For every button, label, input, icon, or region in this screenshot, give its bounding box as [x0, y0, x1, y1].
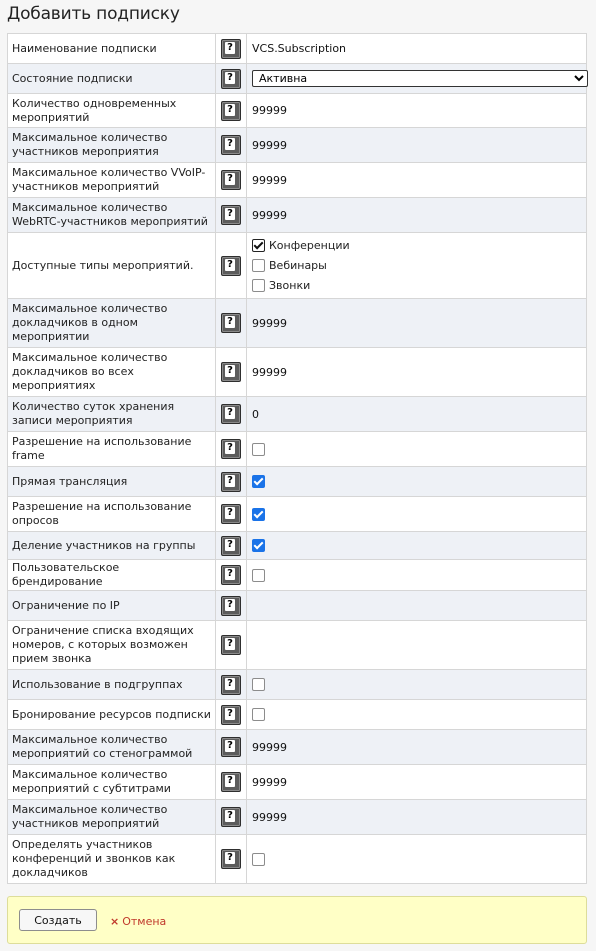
row-max-speakers-all: [8, 348, 587, 397]
row-label: Максимальное количество участников мероприятий: [8, 800, 216, 835]
help-icon[interactable]: ?: [221, 313, 241, 333]
row-label: Максимальное количество докладчиков в одном мероприятии: [8, 299, 216, 348]
close-icon: ×: [110, 915, 120, 928]
row-label: Максимальное количество мероприятий со стенограммой: [8, 730, 216, 765]
row-label: Ограничение списка входящих номеров, с которых возможен прием звонка: [8, 621, 216, 670]
row-label: Доступные типы мероприятий.: [8, 233, 216, 299]
help-icon[interactable]: ?: [221, 565, 241, 585]
row-status: [8, 64, 587, 94]
help-icon[interactable]: ?: [221, 849, 241, 869]
row-subgroups: [8, 670, 587, 700]
row-max-speakers-one: [8, 299, 587, 348]
help-icon[interactable]: ?: [221, 170, 241, 190]
status-select[interactable]: [252, 70, 588, 87]
help-icon[interactable]: ?: [221, 675, 241, 695]
checkbox-webinars[interactable]: [252, 259, 265, 272]
value-field[interactable]: 0: [252, 407, 259, 421]
row-label: Разрешение на использование frame: [8, 432, 216, 467]
row-max-transcript: [8, 730, 587, 765]
row-as-speakers: [8, 835, 587, 884]
checkbox-groups[interactable]: [252, 539, 265, 552]
event-type-calls[interactable]: [252, 276, 586, 296]
form-actions: [7, 896, 587, 944]
page-title: Добавить подписку: [7, 4, 180, 24]
row-label: Состояние подписки: [8, 64, 216, 94]
row-max-event-participants: [8, 800, 587, 835]
row-max-participants: [8, 128, 587, 163]
row-label: Максимальное количество VVoIP-участников мероприятий: [8, 163, 216, 198]
row-label: Определять участников конференций и звонков как докладчиков: [8, 835, 216, 884]
help-icon[interactable]: ?: [221, 772, 241, 792]
row-label: Максимальное количество докладчиков во всех мероприятиях: [8, 348, 216, 397]
checkbox-booking[interactable]: [252, 708, 265, 721]
subscription-name-field[interactable]: VCS.Subscription: [252, 42, 347, 55]
row-label: Максимальное количество мероприятий с субтитрами: [8, 765, 216, 800]
value-field[interactable]: 99999: [252, 138, 287, 152]
help-icon[interactable]: ?: [221, 536, 241, 556]
help-icon[interactable]: ?: [221, 362, 241, 382]
row-max-vvoip: [8, 163, 587, 198]
help-icon[interactable]: ?: [221, 69, 241, 89]
row-label: Бронирование ресурсов подписки: [8, 700, 216, 730]
checkbox-subgroups[interactable]: [252, 678, 265, 691]
row-branding: [8, 560, 587, 591]
value-field[interactable]: 99999: [252, 775, 287, 789]
row-event-types: [8, 233, 587, 299]
checkbox-live-stream[interactable]: [252, 475, 265, 488]
checkbox-polls[interactable]: [252, 508, 265, 521]
help-icon[interactable]: ?: [221, 635, 241, 655]
row-record-days: [8, 397, 587, 432]
row-label: Максимальное количество WebRTC-участников мероприятий: [8, 198, 216, 233]
help-icon[interactable]: ?: [221, 135, 241, 155]
row-groups: [8, 532, 587, 560]
help-icon[interactable]: ?: [221, 205, 241, 225]
help-icon[interactable]: ?: [221, 404, 241, 424]
help-icon[interactable]: ?: [221, 596, 241, 616]
value-field[interactable]: 99999: [252, 316, 287, 330]
value-field[interactable]: 99999: [252, 173, 287, 187]
row-label: Прямая трансляция: [8, 467, 216, 497]
row-ip-restriction: [8, 591, 587, 621]
checkbox-conferences[interactable]: [252, 239, 265, 252]
row-name: [8, 34, 587, 64]
help-icon[interactable]: ?: [221, 705, 241, 725]
checkbox-label: Звонки: [269, 278, 311, 292]
row-incoming-numbers: [8, 621, 587, 670]
row-label: Пользовательское брендирование: [8, 560, 216, 591]
row-max-webrtc: [8, 198, 587, 233]
help-icon[interactable]: ?: [221, 256, 241, 276]
help-icon[interactable]: ?: [221, 807, 241, 827]
event-type-webinars[interactable]: [252, 256, 586, 276]
row-label: Наименование подписки: [8, 34, 216, 64]
help-icon[interactable]: ?: [221, 472, 241, 492]
row-live-stream: [8, 467, 587, 497]
row-label: Количество суток хранения записи мероприятия: [8, 397, 216, 432]
row-label: Использование в подгруппах: [8, 670, 216, 700]
help-icon[interactable]: ?: [221, 737, 241, 757]
row-concurrent-events: [8, 94, 587, 128]
checkbox-as-speakers[interactable]: [252, 853, 265, 866]
checkbox-branding[interactable]: [252, 569, 265, 582]
row-label: Количество одновременных мероприятий: [8, 94, 216, 128]
row-label: Ограничение по IP: [8, 591, 216, 621]
help-icon[interactable]: ?: [221, 101, 241, 121]
help-icon[interactable]: ?: [221, 439, 241, 459]
value-field[interactable]: 99999: [252, 104, 287, 117]
event-type-conferences[interactable]: [252, 236, 586, 256]
value-field[interactable]: 99999: [252, 365, 287, 379]
row-max-subtitles: [8, 765, 587, 800]
value-field[interactable]: 99999: [252, 740, 287, 754]
value-field[interactable]: 99999: [252, 810, 287, 824]
row-label: Максимальное количество участников мероприятия: [8, 128, 216, 163]
cancel-link[interactable]: [110, 915, 166, 928]
help-icon[interactable]: ?: [221, 39, 241, 59]
checkbox-calls[interactable]: [252, 279, 265, 292]
value-field[interactable]: 99999: [252, 208, 287, 222]
checkbox-label: Вебинары: [269, 258, 327, 272]
subscription-form: [7, 33, 587, 884]
row-label: Деление участников на группы: [8, 532, 216, 560]
cancel-label: Отмена: [122, 915, 167, 928]
row-frame: [8, 432, 587, 467]
checkbox-label: Конференции: [269, 238, 350, 252]
help-icon[interactable]: ?: [221, 504, 241, 524]
row-booking: [8, 700, 587, 730]
create-button[interactable]: Создать: [19, 909, 97, 931]
checkbox-frame[interactable]: [252, 443, 265, 456]
row-label: Разрешение на использование опросов: [8, 497, 216, 532]
row-polls: [8, 497, 587, 532]
